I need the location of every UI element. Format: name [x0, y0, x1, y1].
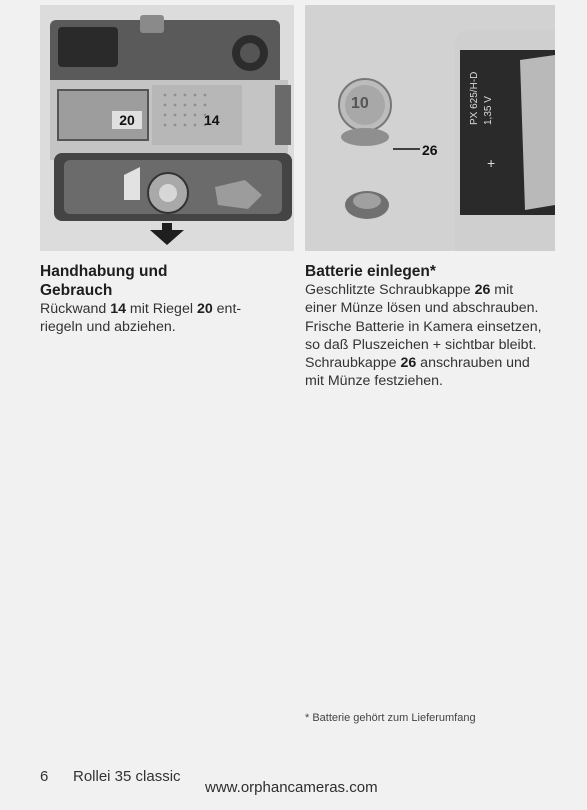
battery-body-line — [305, 336, 567, 354]
text-run: mit Riegel — [125, 301, 197, 317]
handling-body-line — [40, 318, 295, 336]
battery-label-type: PX 625/H-D — [469, 71, 480, 125]
camera-back-illustration — [40, 5, 294, 251]
battery-body — [305, 281, 567, 391]
handling-title-line2: Gebrauch — [40, 282, 113, 299]
text-run: so daß Pluszeichen + sichtbar bleibt. — [305, 336, 537, 353]
text-run: Geschlitzte Schraubkappe — [305, 282, 475, 298]
text-run: mit — [490, 282, 514, 298]
battery-label-voltage: 1,35 V — [483, 96, 494, 125]
page-number: 6 — [40, 768, 49, 785]
handling-section — [40, 262, 295, 337]
text-run: einer Münze lösen und abschrauben. — [305, 300, 539, 317]
footnote: * Batterie gehört zum Lieferumfang — [305, 712, 476, 724]
text-run: Frische Batterie in Kamera einsetzen, — [305, 318, 542, 335]
plus-sign: + — [487, 155, 496, 171]
reference-number: 26 — [400, 355, 417, 372]
reference-number: 14 — [110, 301, 126, 317]
text-run: riegeln und abziehen. — [40, 319, 176, 336]
reference-number: 20 — [196, 301, 213, 317]
brand-name: Rollei 35 classic — [73, 768, 181, 785]
callout-26: 26 — [422, 142, 438, 158]
battery-body-line — [305, 318, 567, 336]
battery-body-line — [305, 354, 567, 372]
battery-body-line — [305, 372, 567, 390]
camera-back-photo — [40, 5, 294, 251]
reference-number: 26 — [474, 282, 491, 298]
text-run: anschrauben und — [416, 355, 530, 372]
handling-title-line1: Handhabung und — [40, 263, 168, 280]
handling-body-line — [40, 300, 295, 318]
text-run: ent- — [212, 301, 242, 317]
handling-body — [40, 300, 295, 337]
battery-illustration — [305, 5, 555, 251]
callout-14: 14 — [204, 112, 220, 128]
website-link[interactable]: www.orphancameras.com — [205, 779, 378, 796]
battery-photo — [305, 5, 555, 251]
coin-value: 10 — [351, 95, 369, 112]
battery-section — [305, 262, 567, 391]
battery-body-line — [305, 299, 567, 317]
text-run: mit Münze festziehen. — [305, 373, 443, 390]
text-run: Rückwand — [40, 301, 111, 317]
battery-title: Batterie einlegen* — [305, 263, 436, 280]
battery-body-line — [305, 281, 567, 299]
callout-20: 20 — [112, 111, 142, 129]
text-run: Schraubkappe — [305, 355, 401, 372]
